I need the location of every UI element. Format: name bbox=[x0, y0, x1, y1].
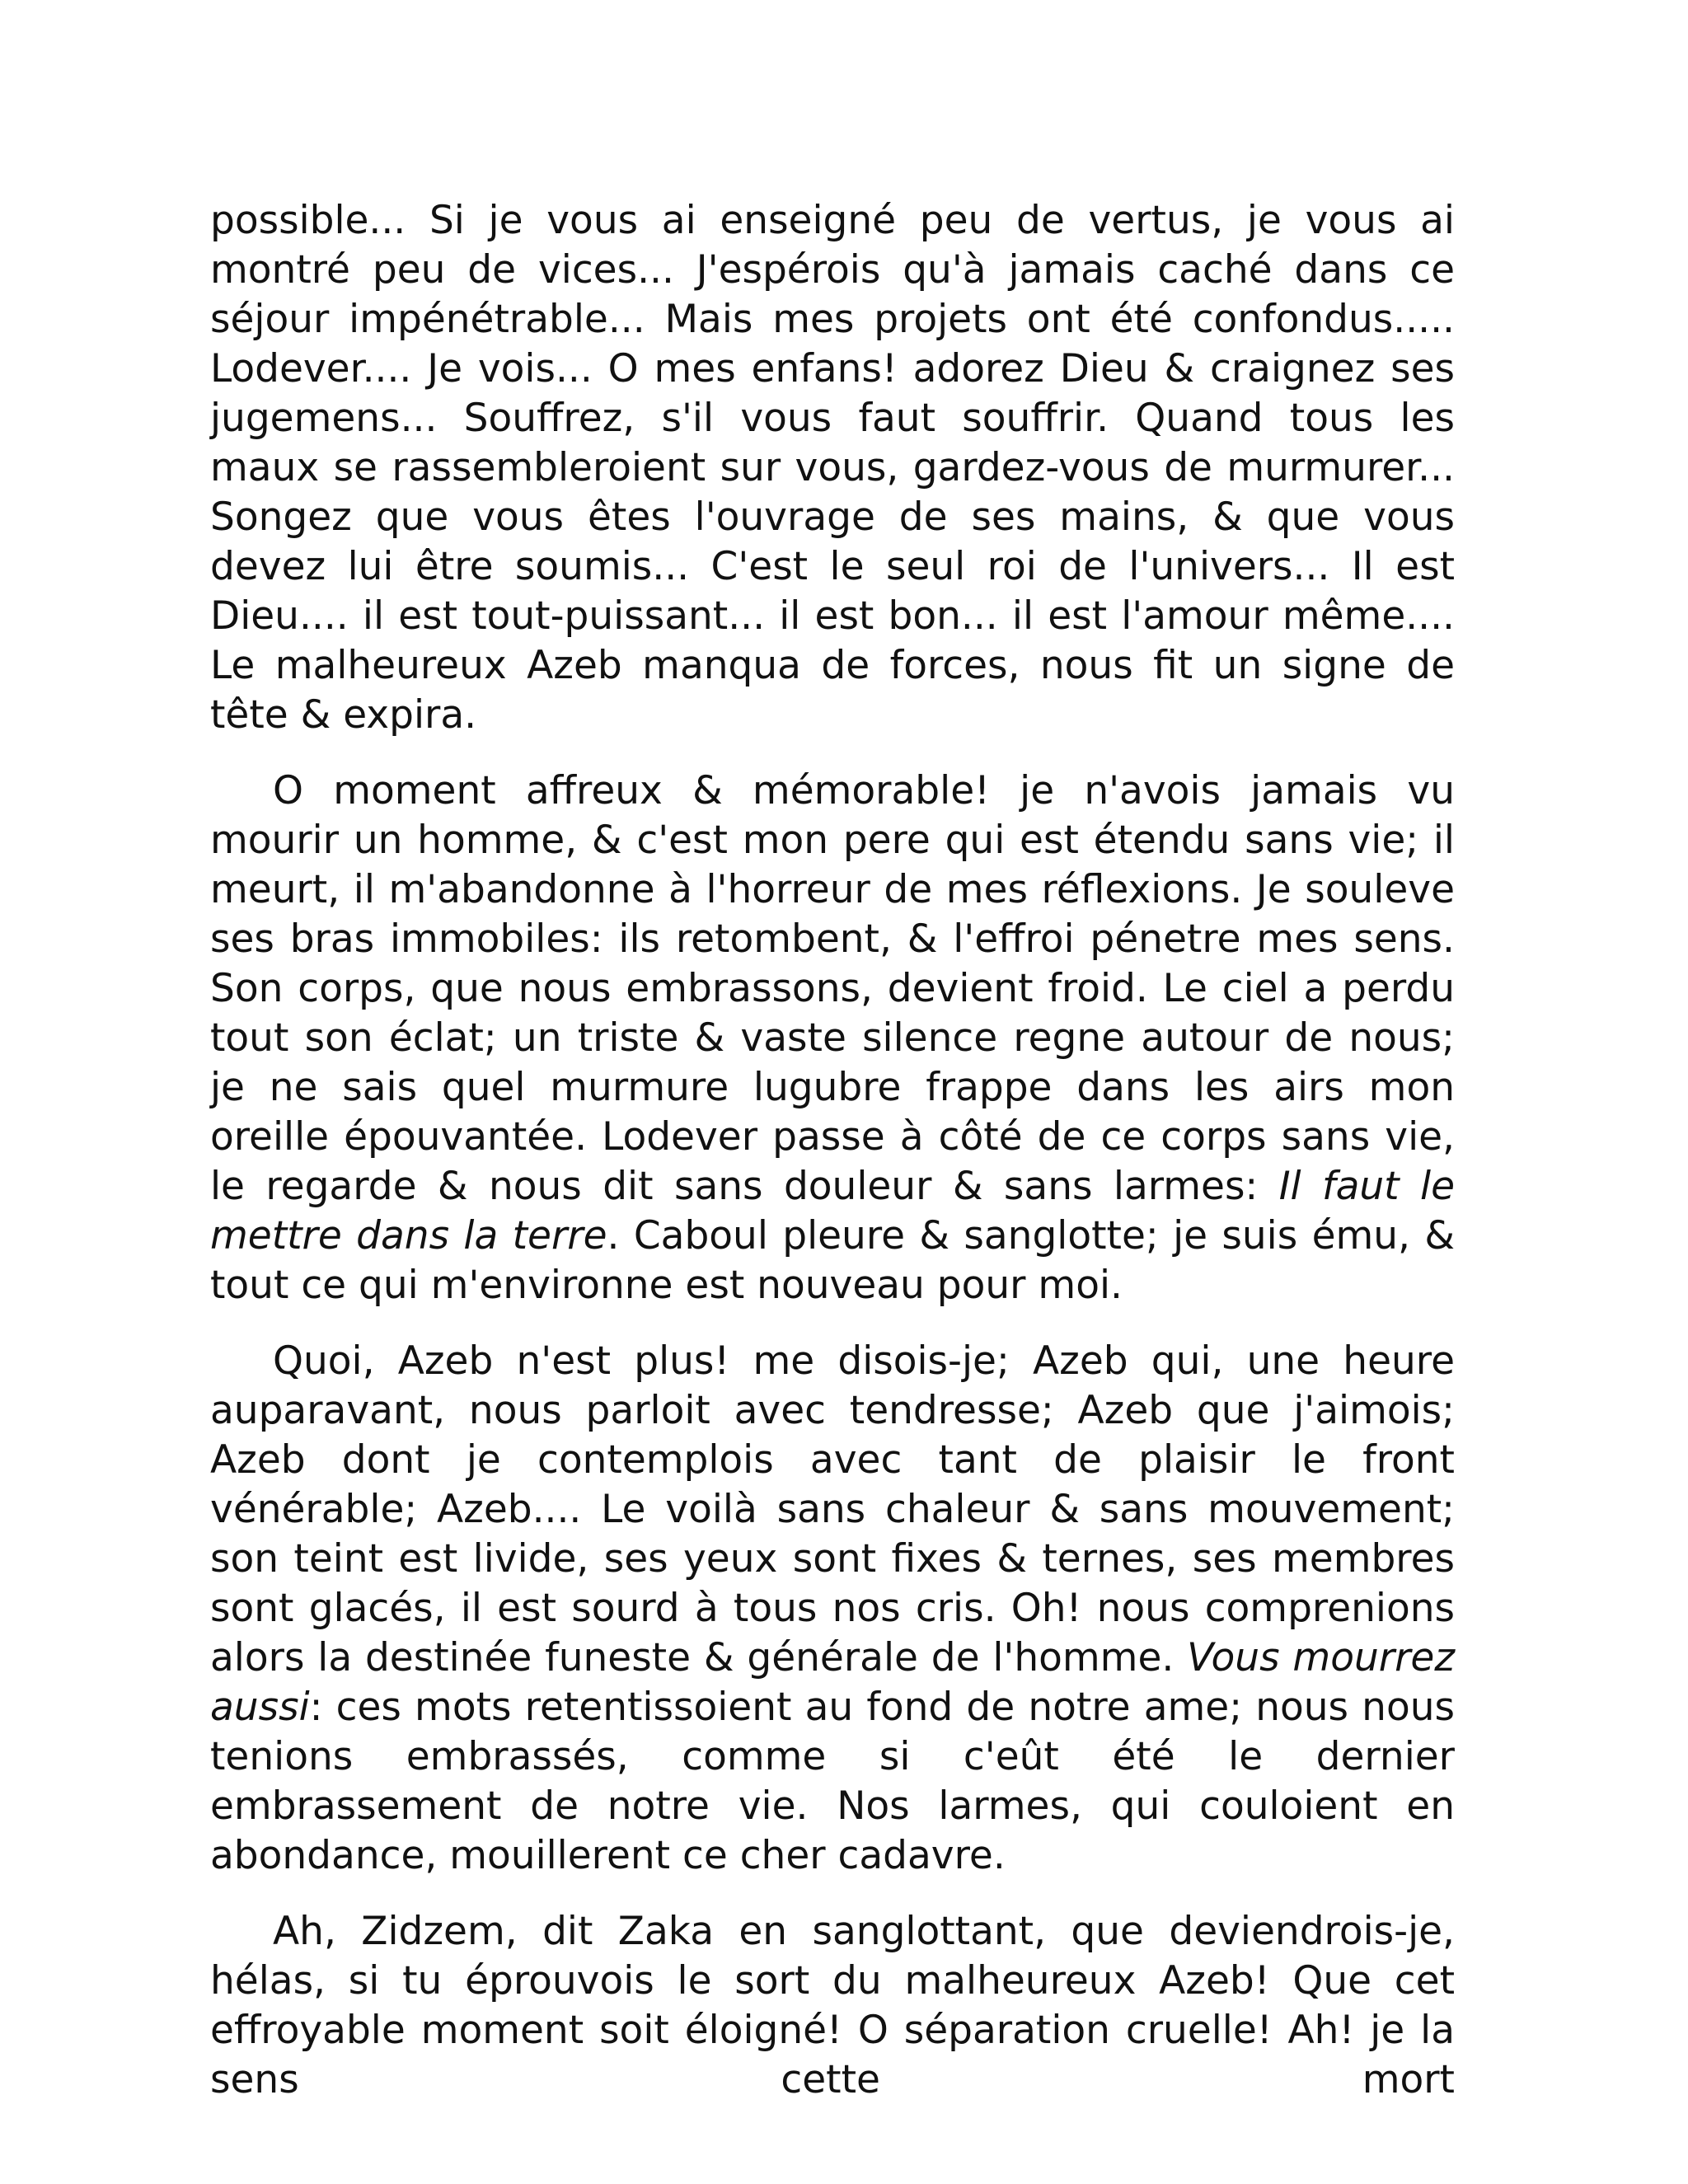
paragraph-2 bbox=[210, 766, 1455, 1310]
paragraph-1-text: possible... Si je vous ai enseigné peu de vertus, je vous ai montré peu de vices... J'espérois qu'à jamais caché dans ce séjour impénétrable... Mais mes projets ont été confondus..... Lodever.... Je vois... O mes enfans! adorez Dieu & craignez ses jugemens... Souffrez, s'il vous faut souffrir. Quand tous les maux se rassembleroient sur vous, gardez-vous de murmurer... Songez que vous êtes l'ouvrage de ses mains, & que vous devez lui être soumis... C'est le seul roi de l'univers... Il est Dieu.... il est tout-puissant... il est bon... il est l'amour même.... Le malheureux Azeb manqua de forces, nous fit un signe de tête & expira. bbox=[210, 198, 1455, 738]
paragraph-1 bbox=[210, 196, 1455, 740]
paragraph-3-text-a: Quoi, Azeb n'est plus! me disois-je; Azeb qui, une heure auparavant, nous parloit avec tendresse; Azeb que j'aimois; Azeb dont je contemplois avec tant de plaisir le front vénérable; Azeb.... Le voilà sans chaleur & sans mouvement; son teint est livide, ses yeux sont fixes & ternes, ses membres sont glacés, il est sourd à tous nos cris. Oh! nous comprenions alors la destinée funeste & générale de l'homme. bbox=[210, 1338, 1455, 1680]
paragraph-3 bbox=[210, 1337, 1455, 1881]
paragraph-3-text-b: : ces mots retentissoient au fond de notre ame; nous nous tenions embrassés, comme si c'eût été le dernier embrassement de notre vie. Nos larmes, qui couloient en abondance, mouillerent ce cher cadavre. bbox=[210, 1685, 1455, 1878]
paragraph-2-italic-quote: Il faut le mettre dans la terre bbox=[210, 1164, 1455, 1258]
paragraph-2-text-a: O moment affreux & mémorable! je n'avois jamais vu mourir un homme, & c'est mon pere qui est étendu sans vie; il meurt, il m'abandonne à l'horreur de mes réflexions. Je souleve ses bras immobiles: ils retombent, & l'effroi pénetre mes sens. Son corps, que nous embrassons, devient froid. Le ciel a perdu tout son éclat; un triste & vaste silence regne autour de nous; je ne sais quel murmure lugubre frappe dans les airs mon oreille épouvantée. Lodever passe à côté de ce corps sans vie, le regarde & nous dit sans douleur & sans larmes: bbox=[210, 768, 1455, 1209]
paragraph-4 bbox=[210, 1907, 1455, 2105]
paragraph-4-text: Ah, Zidzem, dit Zaka en sanglottant, que deviendrois-je, hélas, si tu éprouvois le sort du malheureux Azeb! Que cet effroyable moment soit éloigné! O séparation cruelle! Ah! je la sens cette mort bbox=[210, 1909, 1455, 2102]
paragraph-2-text-b: . Caboul pleure & sanglotte; je suis ému, & tout ce qui m'environne est nouveau pour moi. bbox=[210, 1213, 1455, 1308]
page-body bbox=[210, 196, 1455, 2131]
paragraph-3-italic-quote: Vous mourrez aussi bbox=[210, 1635, 1455, 1730]
